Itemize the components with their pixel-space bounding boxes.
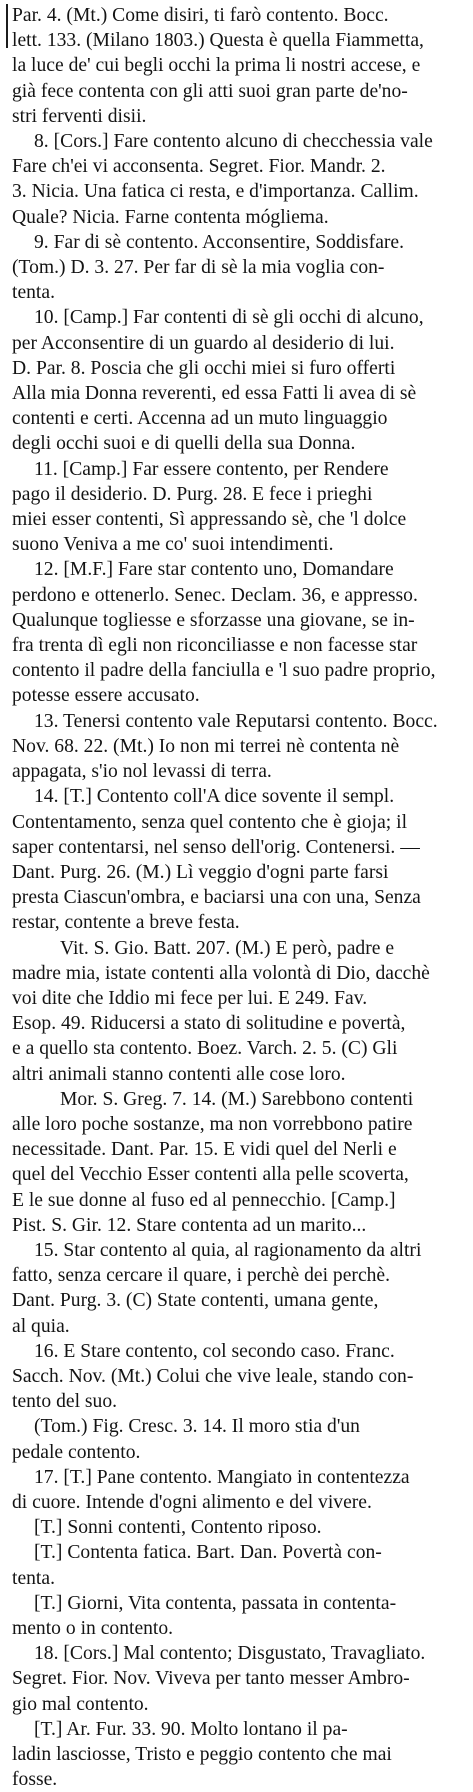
entry-line-14: 14. [T.] Contento coll'A dice sovente il sempl. bbox=[34, 786, 395, 808]
text-line: Alla mia Donna reverenti, ed essa Fatti li avea di sè bbox=[12, 383, 417, 405]
citation-line: (Tom.) Fig. Cresc. 3. 14. Il moro stia d'un bbox=[34, 1416, 360, 1438]
entry-line-11: 11. [Camp.] Far essere contento, per Rendere bbox=[34, 458, 389, 480]
text-line: Fare ch'ei vi acconsenta. Segret. Fior. Mandr. 2. bbox=[12, 156, 386, 178]
text-line: pedale contento. bbox=[12, 1441, 141, 1463]
text-line: Contentamento, senza quel contento che è gioja; il bbox=[12, 811, 408, 833]
text-line: restar, contente a breve festa. bbox=[12, 912, 240, 934]
text-line: Esop. 49. Riducersi a stato di solitudine e povertà, bbox=[12, 1013, 406, 1035]
text-line: e a quello sta contento. Boez. Varch. 2. 5. (C) Gli bbox=[12, 1038, 398, 1060]
citation-line: Mor. S. Greg. 7. 14. (M.) Sarebbono contenti bbox=[60, 1088, 414, 1110]
text-line: presta Ciascun'ombra, e baciarsi una con una, Senza bbox=[12, 887, 421, 909]
text-line: gio mal contento. bbox=[12, 1693, 149, 1715]
text-line: contento il padre della fanciulla e 'l suo padre proprio, bbox=[12, 660, 436, 682]
text-line: necessitade. Dant. Par. 15. E vidi quel del Nerli e bbox=[12, 1139, 397, 1161]
entry-line-16: 16. E Stare contento, col secondo caso. Franc. bbox=[34, 1340, 395, 1362]
entry-line-10: 10. [Camp.] Far contenti di sè gli occhi di alcuno, bbox=[34, 307, 424, 329]
text-line: voi dite che Iddio mi fece per lui. E 249. Fav. bbox=[12, 987, 368, 1009]
text-line: contenti e certi. Accenna ad un muto linguaggio bbox=[12, 408, 388, 430]
entry-line-12: 12. [M.F.] Fare star contento uno, Domandare bbox=[34, 559, 394, 581]
entry-line-9: 9. Far di sè contento. Acconsentire, Soddisfare. bbox=[34, 231, 405, 253]
text-line: quel del Vecchio Esser contenti alla pelle scoverta, bbox=[12, 1164, 409, 1186]
text-line: saper contentarsi, nel senso dell'orig. Contenersi. — bbox=[12, 836, 420, 858]
text-line: per Acconsentire di un guardo al desiderio di lui. bbox=[12, 332, 395, 354]
text-line: stri ferventi disii. bbox=[12, 105, 147, 127]
text-line: tenta. bbox=[12, 282, 55, 304]
text-line: Nov. 68. 22. (Mt.) Io non mi terrei nè contenta nè bbox=[12, 735, 400, 757]
text-line: Sacch. Nov. (Mt.) Colui che vive leale, stando con- bbox=[12, 1365, 414, 1387]
text-line: di cuore. Intende d'ogni alimento e del vivere. bbox=[12, 1491, 372, 1513]
text-line: Pist. S. Gir. 12. Stare contenta ad un marito... bbox=[12, 1214, 367, 1236]
text-line: Segret. Fior. Nov. Viveva per tanto messer Ambro- bbox=[12, 1668, 410, 1690]
entry-line-13: 13. Tenersi contento vale Reputarsi contento. Bocc. bbox=[34, 710, 438, 732]
margin-rule bbox=[6, 4, 8, 48]
text-line: suono Veniva a me co' suoi intendimenti. bbox=[12, 534, 334, 556]
text-line: Quale? Nicia. Farne contenta mógliema. bbox=[12, 206, 329, 228]
text-line: fatto, senza cercare il quare, i perchè dei perchè. bbox=[12, 1265, 391, 1287]
sub-entry-line: [T.] Sonni contenti, Contento riposo. bbox=[34, 1517, 322, 1539]
text-line: fra trenta dì egli non riconciliasse e non facesse star bbox=[12, 635, 418, 657]
entry-line-15: 15. Star contento al quia, al ragionamento da altri bbox=[34, 1239, 422, 1261]
text-line: alle loro poche sostanze, ma non vorrebbono patire bbox=[12, 1113, 413, 1135]
text-line: al quia. bbox=[12, 1315, 70, 1337]
text-line: D. Par. 8. Poscia che gli occhi miei si furo offerti bbox=[12, 357, 396, 379]
text-line: la luce de' cui begli occhi la prima li nostri accese, e bbox=[12, 55, 421, 77]
entry-line-17: 17. [T.] Pane contento. Mangiato in contentezza bbox=[34, 1466, 410, 1488]
entry-line-8: 8. [Cors.] Fare contento alcuno di checchessia vale bbox=[34, 131, 433, 153]
text-line: mento o in contento. bbox=[12, 1618, 174, 1639]
text-line: Dant. Purg. 3. (C) State contenti, umana gente, bbox=[12, 1290, 379, 1312]
text-line: degli occhi suoi e di quelli della sua Donna. bbox=[12, 433, 356, 455]
text-line: tento del suo. bbox=[12, 1391, 118, 1413]
text-line: lett. 133. (Milano 1803.) Questa è quella Fiammetta, bbox=[12, 30, 424, 52]
text-line: fosse. bbox=[12, 1769, 58, 1791]
text-line: già fece contenta con gli atti suoi gran parte de'no- bbox=[12, 80, 408, 102]
text-line: E le sue donne al fuso ed al pennecchio. [Camp.] bbox=[12, 1189, 396, 1211]
sub-entry-line: [T.] Giorni, Vita contenta, passata in contenta- bbox=[34, 1592, 397, 1614]
text-line: Qualunque togliesse e sforzasse una giovane, se in- bbox=[12, 609, 415, 631]
text-line: (Tom.) D. 3. 27. Per far di sè la mia voglia con- bbox=[12, 257, 385, 279]
text-line: pago il desiderio. D. Purg. 28. E fece i prieghi bbox=[12, 483, 373, 505]
text-line: Par. 4. (Mt.) Come disiri, ti farò contento. Bocc. bbox=[12, 5, 389, 26]
citation-line: Vit. S. Gio. Batt. 207. (M.) E però, padre e bbox=[60, 937, 395, 959]
sub-entry-line: [T.] Contenta fatica. Bart. Dan. Povertà con- bbox=[34, 1542, 382, 1564]
text-line: altri animali stanno contenti alle cose loro. bbox=[12, 1063, 346, 1085]
text-line: appagata, s'io nol levassi di terra. bbox=[12, 761, 272, 783]
text-line: potesse essere accusato. bbox=[12, 685, 200, 707]
text-line: Dant. Purg. 26. (M.) Lì veggio d'ogni parte farsi bbox=[12, 861, 389, 883]
text-line: miei esser contenti, Sì appressando sè, che 'l dolce bbox=[12, 509, 407, 531]
text-line: tenta. bbox=[12, 1567, 55, 1589]
entry-line-18: 18. [Cors.] Mal contento; Disgustato, Travagliato. bbox=[34, 1643, 426, 1665]
sub-entry-line: [T.] Ar. Fur. 33. 90. Molto lontano il pa- bbox=[34, 1718, 348, 1740]
text-line: 3. Nicia. Una fatica ci resta, e d'importanza. Callim. bbox=[12, 181, 419, 203]
text-line: madre mia, istate contenti alla volontà di Dio, dacchè bbox=[12, 962, 430, 984]
text-line: ladin lasciosse, Tristo e peggio contento che mai bbox=[12, 1744, 392, 1766]
text-line: perdono e ottenerlo. Senec. Declam. 36, e appresso. bbox=[12, 584, 418, 606]
